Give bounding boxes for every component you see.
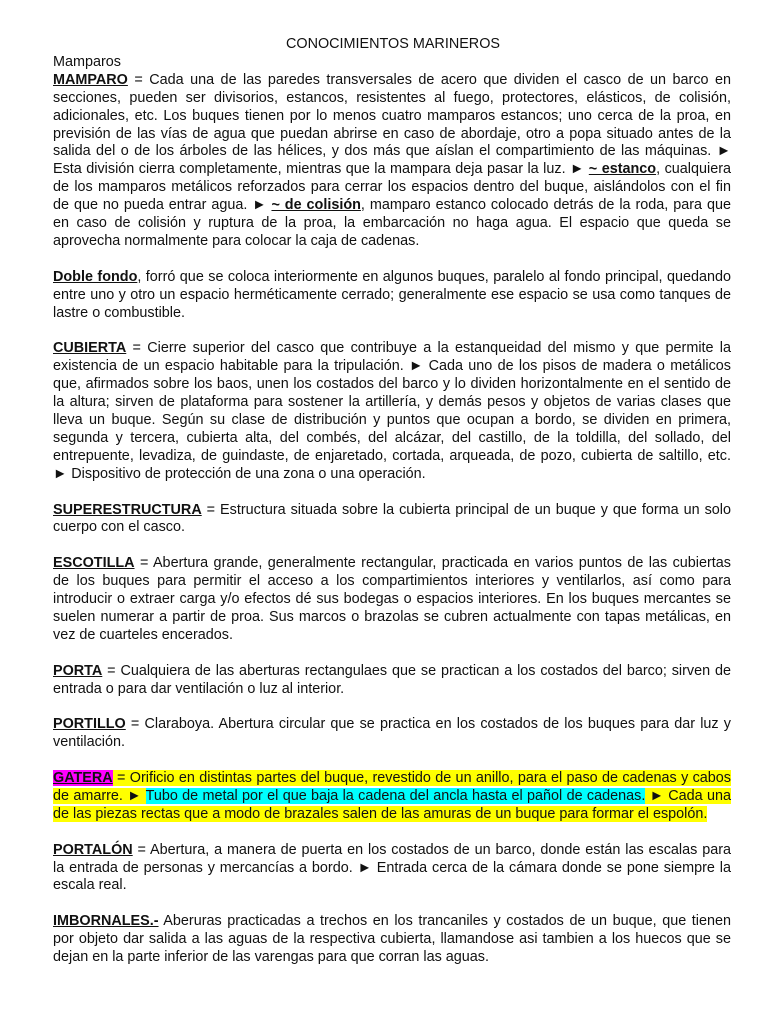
term-doble-fondo: Doble fondo [53, 268, 138, 285]
term-imbornales: IMBORNALES.- [53, 913, 159, 930]
term-mamparo: MAMPARO [53, 71, 128, 88]
term-superestructura: SUPERESTRUCTURA [53, 501, 202, 518]
definition-imbornales: Aberuras practicadas a trechos en los trancaniles y costados de un buque, que tienen por objeto dar salida a las aguas de la respectiva cubierta, llamandose asi tambien a los huecos que se dejan en la parte inferior de las varengas para que corran las aguas. [53, 913, 731, 966]
document-page [53, 36, 731, 985]
definition-mamparo-part2: , cualquiera de los mamparos metálicos reforzados para cerrar los espacios dentro del buque, aislándolos con el fin de que no pueda entrar agua. ► [53, 161, 731, 214]
entry-doble-fondo [53, 269, 731, 323]
entry-portalon [53, 842, 731, 896]
definition-portalon: = Abertura, a manera de puerta en los costados de un barco, donde están las escalas para la entrada de personas y mercancías a bordo. ► Entrada cerca de la cámara donde se pone siempre la escala real. [53, 841, 731, 894]
definition-escotilla: = Abertura grande, generalmente rectangular, practicada en varios puntos de las cubiertas de los buques para permitir el acceso a los compartimientos interiores y ventilarlos, así como para introducir o extraer carga y/o efectos dé sus bodegas o espacios interiores. En los buques mercantes se suelen numerar a partir de proa. Sus marcos o brazolas se cubren actualmente con tapas metálicas, en vez de cuarteles encerados. [53, 555, 731, 643]
term-portillo: PORTILLO [53, 716, 126, 733]
definition-porta: = Cualquiera de las aberturas rectangulaes que se practican a los costados del barco; sirven de entrada o para dar ventilación o luz al interior. [53, 662, 731, 697]
entry-mamparo [53, 72, 731, 251]
section-subtitle: Mamparos [53, 53, 121, 70]
definition-superestructura: = Estructura situada sobre la cubierta principal de un buque y que forma un solo cuerpo con el casco. [53, 501, 731, 536]
definition-mamparo-part3: , mamparo estanco colocado detrás de la roda, para que en caso de colisión y ruptura de la proa, la embarcación no haga agua. El espacio que queda se aprovecha normalmente para colocar la caja de cadenas. [53, 197, 731, 249]
entry-portillo [53, 716, 731, 752]
subterm-estanco: ~ estanco [588, 161, 657, 178]
term-cubierta: CUBIERTA [53, 340, 127, 357]
entry-gatera [53, 770, 731, 824]
definition-gatera-eq: = [112, 770, 130, 787]
document-title: CONOCIMIENTOS MARINEROS [285, 36, 500, 52]
entry-porta [53, 663, 731, 699]
definition-mamparo-part1: = Cada una de las paredes transversales de acero que dividen el casco de un barco en secciones, pueden ser divisorios, estancos, resistentes al fuego, protectores, elásticos, de colisión, adicionales, etc. Los buques tienen por lo menos cuatro mamparos estancos; uno cerca de la proa, en previsión de las vías de agua que puedan abrirse en caso de abordaje, otro a popa situado antes de la salida del o de los árboles de las hélices, y dos más que aíslan el compartimiento de las máquinas. ► Esta división cierra completamente, mientras que la mampara deja pasar la luz. ► [53, 71, 731, 178]
entry-imbornales [53, 913, 731, 967]
entry-cubierta [53, 340, 731, 483]
entry-escotilla [53, 555, 731, 645]
term-portalon: PORTALÓN [53, 841, 133, 858]
entry-superestructura [53, 502, 731, 538]
definition-gatera-part1: Orificio en distintas partes del buque, revestido de un anillo, para el paso de cadenas y cabos de amarre. ► [53, 770, 731, 804]
term-gatera: GATERA [53, 770, 113, 787]
subterm-de-colision: ~ de colisión [271, 197, 361, 214]
definition-portillo: = Claraboya. Abertura circular que se practica en los costados de los buques para dar luz y ventilación. [53, 716, 731, 751]
term-escotilla: ESCOTILLA [53, 555, 135, 572]
definition-doble-fondo: , forró que se coloca interiormente en algunos buques, paralelo al fondo principal, quedando entre uno y otro un espacio herméticamente cerrado; generalmente ese espacio se usa como tanques de lastre o combustible. [53, 268, 731, 321]
definition-gatera-part3: ► Cada una de las piezas rectas que a modo de brazales salen de las amuras de un buque para formar el espolón. [53, 787, 731, 822]
definition-gatera-part2: Tubo de metal por el que baja la cadena del ancla hasta el pañol de cadenas. [145, 787, 646, 804]
term-porta: PORTA [53, 662, 103, 679]
definition-cubierta: = Cierre superior del casco que contribuye a la estanqueidad del mismo y que permite la existencia de un espacio habitable para la tripulación. ► Cada uno de los pisos de madera o metálicos que, afirmados sobre los baos, unen los costados del barco y lo dividen horizontalmente en el sentido de la altura; sirven de plataforma para sostener la artillería, y demás pesos y objetos de varias clases que lleva un buque. Según su clase de distribución y puntos que ocupan a bordo, se dividen en primera, segunda y tercera, cubierta alta, del combés, del alcázar, del castillo, de la toldilla, del sollado, del entrepuente, levadiza, de guindaste, de enjaretado, cortada, arqueada, de pozo, cubierta de saltillo, etc. ► Dispositivo de protección de una zona o una operación. [53, 340, 731, 482]
